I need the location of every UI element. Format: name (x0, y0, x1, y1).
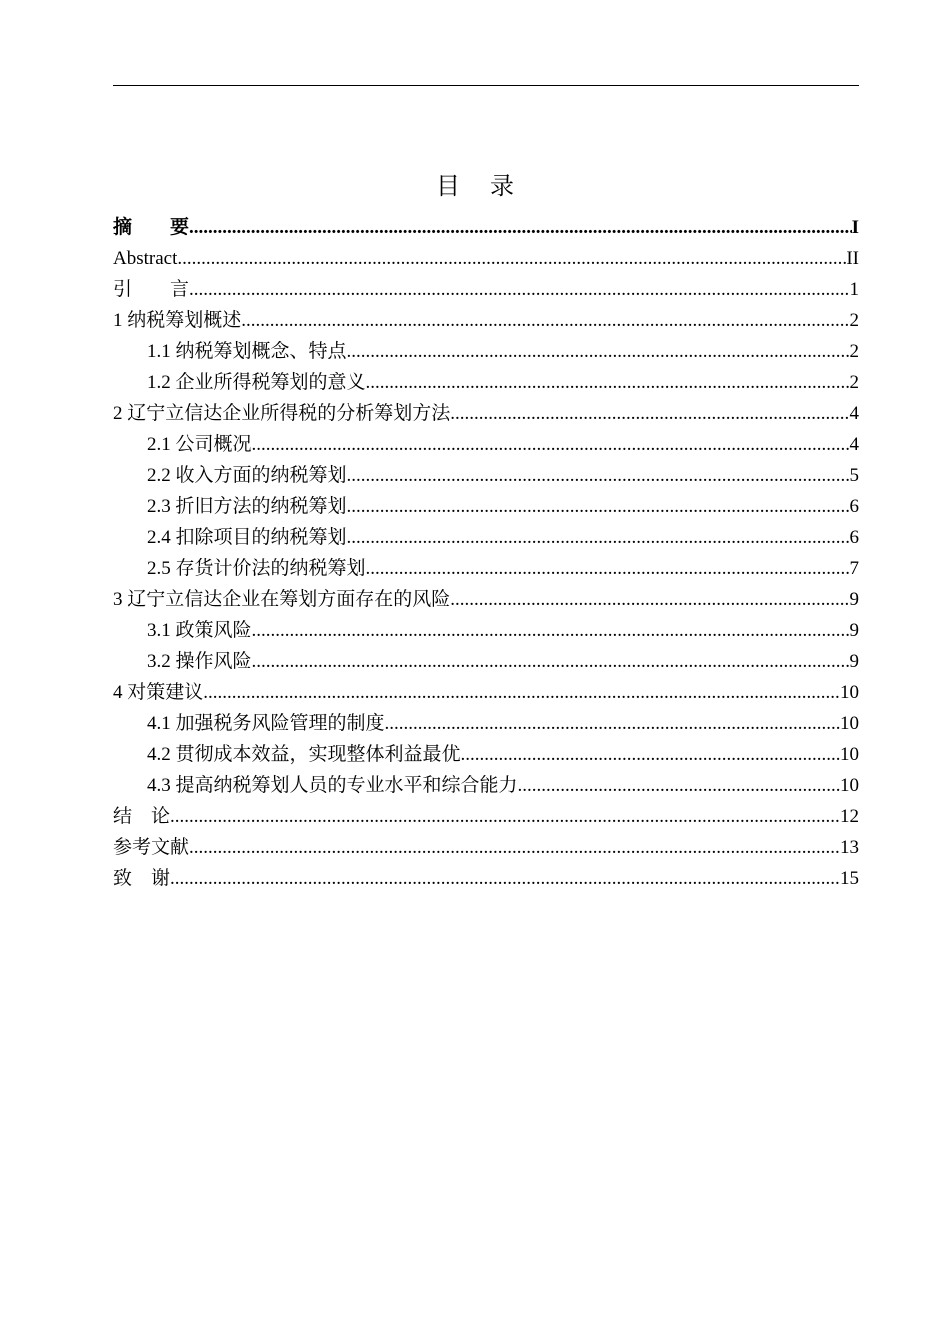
toc-leader-dots (189, 832, 840, 863)
toc-entry-page: 2 (849, 372, 859, 393)
toc-leader-dots (241, 305, 849, 336)
toc-entry-text: 4 对策建议 (113, 682, 204, 703)
toc-entry-page: 10 (840, 682, 859, 703)
toc-entry-text: 参考文献 (113, 837, 190, 858)
toc-leader-dots (385, 708, 840, 739)
toc-entry-introduction[interactable] (113, 274, 859, 305)
toc-entry-page: 6 (849, 527, 859, 548)
toc-entry-section-1-1[interactable] (113, 336, 859, 367)
toc-entry-abstract-cn[interactable] (113, 212, 859, 243)
toc-leader-dots (189, 274, 849, 305)
toc-entry-section-3-2[interactable] (113, 646, 859, 677)
toc-entry-section-2-3[interactable] (113, 491, 859, 522)
toc-entry-text: 结 论 (113, 806, 171, 827)
toc-leader-dots (450, 398, 849, 429)
toc-leader-dots (450, 584, 849, 615)
toc-entry-page: 1 (849, 279, 859, 300)
toc-entry-chapter-2[interactable] (113, 398, 859, 429)
toc-leader-dots (170, 801, 840, 832)
toc-entry-text: 2.1 公司概况 (147, 434, 252, 455)
toc-leader-dots (170, 863, 840, 894)
toc-entry-page: 15 (840, 868, 859, 889)
toc-leader-dots (347, 336, 850, 367)
toc-entry-chapter-1[interactable] (113, 305, 859, 336)
toc-entry-text: 3.1 政策风险 (147, 620, 252, 641)
toc-entry-text: 摘 要 (113, 217, 190, 238)
toc-entry-page: 4 (849, 403, 859, 424)
toc-leader-dots (461, 739, 840, 770)
toc-entry-text: 1 纳税筹划概述 (113, 310, 242, 331)
toc-entry-text: 致 谢 (113, 868, 171, 889)
toc-leader-dots (518, 770, 840, 801)
toc-leader-dots (203, 677, 840, 708)
toc-leader-dots (252, 646, 850, 677)
toc-entry-section-4-2[interactable] (113, 739, 859, 770)
toc-entry-text: 2.3 折旧方法的纳税筹划 (147, 496, 347, 517)
toc-entry-text: 引 言 (113, 279, 190, 300)
toc-entry-page: 7 (849, 558, 859, 579)
toc-entry-section-4-1[interactable] (113, 708, 859, 739)
toc-entry-page: 10 (840, 713, 859, 734)
toc-entry-page: II (846, 248, 859, 269)
toc-entry-text: 3.2 操作风险 (147, 651, 252, 672)
toc-entry-page: 10 (840, 775, 859, 796)
toc-leader-dots (252, 429, 850, 460)
toc-entry-page: 10 (840, 744, 859, 765)
toc-entry-abstract-en[interactable] (113, 243, 859, 274)
toc-entry-page: 9 (849, 620, 859, 641)
toc-entry-acknowledgements[interactable] (113, 863, 859, 894)
toc-entry-text: 4.1 加强税务风险管理的制度 (147, 713, 385, 734)
toc-entry-text: 2.5 存货计价法的纳税筹划 (147, 558, 366, 579)
toc-entry-page: 4 (849, 434, 859, 455)
page-title-part-2: 录 (490, 174, 514, 200)
toc-entry-page: 2 (849, 310, 859, 331)
toc-entry-text: Abstract (113, 248, 178, 269)
toc-leader-dots (189, 212, 852, 243)
toc-leader-dots (366, 553, 850, 584)
toc-leader-dots (347, 522, 850, 553)
toc-entry-page: 6 (849, 496, 859, 517)
toc-entry-text: 2.4 扣除项目的纳税筹划 (147, 527, 347, 548)
toc-entry-chapter-4[interactable] (113, 677, 859, 708)
toc-entry-text: 4.2 贯彻成本效益，实现整体利益最优 (147, 744, 461, 765)
toc-leader-dots (347, 460, 850, 491)
toc-entry-section-2-2[interactable] (113, 460, 859, 491)
toc-entry-section-3-1[interactable] (113, 615, 859, 646)
toc-entry-page: 5 (849, 465, 859, 486)
toc-entry-text: 4.3 提高纳税筹划人员的专业水平和综合能力 (147, 775, 518, 796)
toc-leader-dots (347, 491, 850, 522)
toc-entry-page: 9 (849, 651, 859, 672)
toc-entry-page: 9 (849, 589, 859, 610)
toc-entry-page: 12 (840, 806, 859, 827)
toc-entry-chapter-3[interactable] (113, 584, 859, 615)
toc-entry-references[interactable] (113, 832, 859, 863)
toc-entry-text: 1.2 企业所得税筹划的意义 (147, 372, 366, 393)
toc-entry-page: I (851, 217, 859, 238)
toc-entry-text: 1.1 纳税筹划概念、特点 (147, 341, 347, 362)
toc-entry-page: 13 (840, 837, 859, 858)
toc-leader-dots (366, 367, 850, 398)
toc-entry-conclusion[interactable] (113, 801, 859, 832)
toc-entry-text: 2 辽宁立信达企业所得税的分析筹划方法 (113, 403, 451, 424)
toc-entry-section-2-5[interactable] (113, 553, 859, 584)
toc-entry-text: 3 辽宁立信达企业在筹划方面存在的风险 (113, 589, 451, 610)
toc-entry-section-1-2[interactable] (113, 367, 859, 398)
toc-entry-text: 2.2 收入方面的纳税筹划 (147, 465, 347, 486)
toc-entry-page: 2 (849, 341, 859, 362)
toc-entry-section-2-4[interactable] (113, 522, 859, 553)
toc-entry-section-2-1[interactable] (113, 429, 859, 460)
toc-leader-dots (177, 243, 846, 274)
table-of-contents (113, 212, 859, 894)
header-rule (113, 85, 859, 86)
page-title-part-1: 目 (436, 174, 460, 200)
toc-entry-section-4-3[interactable] (113, 770, 859, 801)
page-title (0, 168, 950, 206)
toc-leader-dots (252, 615, 850, 646)
